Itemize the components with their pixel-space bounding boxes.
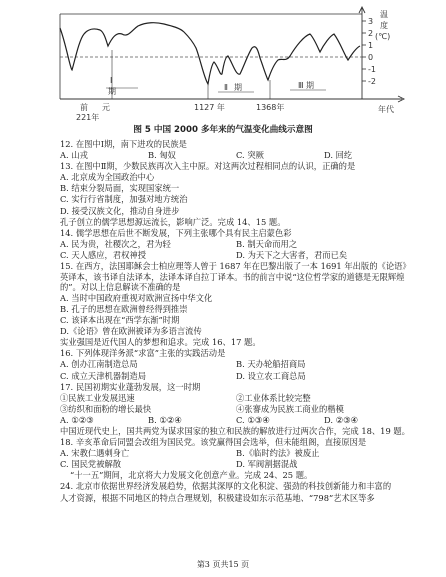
options-16b xyxy=(60,371,412,382)
option: A. 创办江南制造总局 xyxy=(60,359,138,370)
option: D. 接受汉族文化，推动自身进步 xyxy=(60,205,180,216)
temperature-figure xyxy=(42,4,422,134)
option: C. 成立天津机器制造局 xyxy=(60,370,146,381)
option: D. 军阀割据混战 xyxy=(236,459,298,470)
statements-17a xyxy=(60,393,412,404)
statement: ④张謇成为民族工商业的楷模 xyxy=(236,403,344,414)
options-14a xyxy=(60,239,412,250)
option: A. 民为贵，社稷次之，君为轻 xyxy=(60,238,171,249)
period-label-3-text: 期 xyxy=(306,81,314,90)
y-tick-label: -1 xyxy=(368,65,376,74)
option: B. ①②④ xyxy=(148,414,182,425)
options-16a xyxy=(60,359,412,370)
x-axis-label: 年代 xyxy=(378,105,394,114)
option: C. 实行行省制度，加强对地方统治 xyxy=(60,194,188,205)
option: C. 突厥 xyxy=(236,150,264,161)
question-16: 16. 下列体现洋务派“求富”主张的实践活动是 xyxy=(60,348,226,359)
option: A. 宋教仁遇刺身亡 xyxy=(60,448,130,459)
x-label-1368: 1368年 xyxy=(256,103,285,112)
question-24: 24. 北京市依据世界经济发展趋势，依据其深厚的文化积淀、强劲的科技创新能力和丰富的 xyxy=(60,481,392,492)
question-14: 14. 儒学思想在后世不断发展，下列主张哪个具有民主启蒙色彩 xyxy=(60,227,292,238)
option: A. 北京成为全国政治中心 xyxy=(60,172,155,183)
y-axis-label: 度 xyxy=(380,21,388,30)
question-18: 18. 辛亥革命后同盟会改组为国民党。该党赢得国会选举，但未能组阁，直接原因是 xyxy=(60,437,367,448)
x-label-yuan: 元 xyxy=(102,103,110,112)
option: A. 山戎 xyxy=(60,150,88,161)
question-12: 12. 在图中Ⅰ期，南下进攻的民族是 xyxy=(60,139,187,149)
section-intro: 孔子创立的儒学思想源远流长，影响广泛。完成 14、15 题。 xyxy=(60,216,286,227)
x-label-221: 221年 xyxy=(76,113,100,122)
page-number: 第3 页共15 页 xyxy=(196,560,250,569)
section-intro: 中国近现代史上，国共两党为谋求国家的独立和民族的解放进行过两次合作，完成 18、19 题。 xyxy=(60,425,410,436)
option: C. 该译本出现在“西学东渐”时期 xyxy=(60,315,180,326)
option: D. 回纥 xyxy=(324,150,353,161)
temperature-curve xyxy=(60,23,360,84)
period-label-3: Ⅲ xyxy=(298,81,304,90)
y-tick-label: 0 xyxy=(368,53,374,62)
option: D. ②③④ xyxy=(324,414,358,425)
question-13: 13. 在图中Ⅱ期，少数民族再次入主中原。对这两次过程相同点的认识，正确的是 xyxy=(60,161,356,172)
option: C. ①③④ xyxy=(236,414,270,425)
option: B.《临时约法》被废止 xyxy=(236,448,320,459)
figure-caption: 图 5 中国 2000 多年来的气温变化曲线示意图 xyxy=(133,125,313,135)
options-14b xyxy=(60,250,412,261)
question-24-cont: 人才资源，根据不同地区的特点合理规划，积极建设如东示范基地、“798”艺术区等多 xyxy=(60,492,375,503)
section-intro: 实业强国是近代国人的梦想和追求。完成 16、17 题。 xyxy=(60,337,261,348)
temperature-chart xyxy=(42,4,422,124)
option: C. 国民党被解散 xyxy=(60,459,122,470)
question-15: 15. 在西方，法国耶稣会士柏应理等人曾于 1687 年在巴黎出版了一本 1691 年出版的《论语》英译本，该书译自法译本，法译本译自拉丁译本。书的前言中说“这位哲学家的道德是无限辉煌的”。对以上信息解读不准确的是 xyxy=(60,261,411,293)
y-axis-label: (℃) xyxy=(375,32,391,41)
y-tick-label: -2 xyxy=(368,77,376,86)
option: B. 制天命而用之 xyxy=(236,238,298,249)
section-intro: “十一五”期间，北京将大力发展文化创意产业。完成 24、25 题。 xyxy=(70,470,313,481)
options-18a xyxy=(60,448,412,459)
question-17: 17. 民国初期实业蓬勃发展，这一时期 xyxy=(60,381,201,392)
period-label-2: Ⅱ xyxy=(224,83,228,92)
option: B. 孔子的思想在欧洲曾经得到推崇 xyxy=(60,303,188,314)
option: C. 天人感应，君权神授 xyxy=(60,249,146,260)
y-axis-label: 温 xyxy=(380,10,388,19)
statements-17b xyxy=(60,404,412,415)
option: B. 结束分裂局面，实现国家统一 xyxy=(60,183,180,194)
y-tick-label: 2 xyxy=(368,29,374,38)
option: A. 当时中国政府重视对欧洲宣扬中华文化 xyxy=(60,292,213,303)
options-12 xyxy=(60,150,412,161)
option: D. 设立农工商总局 xyxy=(236,370,306,381)
option: D.《论语》曾在欧洲被译为多语言流传 xyxy=(60,326,202,337)
option: B. 匈奴 xyxy=(148,150,176,161)
question-text xyxy=(60,139,412,504)
option: A. ①②③ xyxy=(60,414,94,425)
statement: ③纺织和面粉的增长最快 xyxy=(60,403,152,414)
options-18b xyxy=(60,459,412,470)
period-label-1-text: 期 xyxy=(108,87,116,96)
period-label-1: Ⅰ xyxy=(110,76,113,85)
x-label-qian: 前 xyxy=(80,103,88,112)
y-tick-label: 1 xyxy=(368,41,374,50)
period-label-2-text: 期 xyxy=(234,83,242,92)
x-label-1127: 1127 年 xyxy=(194,103,225,112)
option: D. 为天下之大害者，君而已矣 xyxy=(236,249,348,260)
y-tick-label: 3 xyxy=(368,17,374,26)
option: B. 天办轮船招商局 xyxy=(236,359,306,370)
statement: ②工业体系比较完整 xyxy=(236,392,311,403)
statement: ①民族工业发展迅速 xyxy=(60,392,135,403)
options-17 xyxy=(60,415,412,426)
